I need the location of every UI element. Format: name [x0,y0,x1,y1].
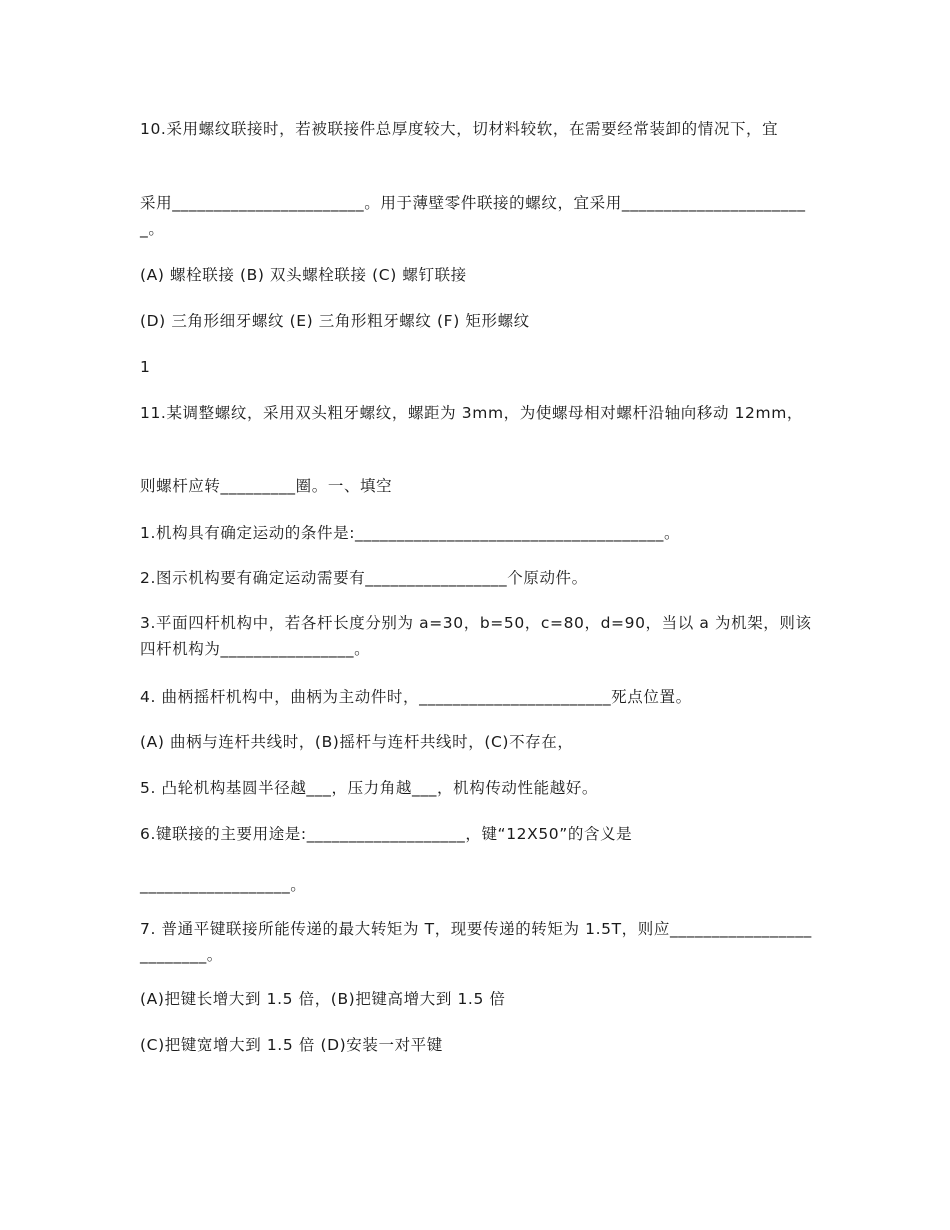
fill-question-3: 3.平面四杆机构中，若各杆长度分别为 a=30，b=50，c=80，d=90，当以 a 为机架，则该四杆机构为________________。 [140,614,812,658]
fill-question-7-options-cd: (C)把键宽增大到 1.5 倍 (D)安装一对平键 [140,1036,443,1054]
fill-question-6-blank: __________________。 [140,876,307,894]
question-10-options-abc: (A) 螺栓联接 (B) 双头螺栓联接 (C) 螺钉联接 [140,266,467,284]
question-10-options-def: (D) 三角形细牙螺纹 (E) 三角形粗牙螺纹 (F) 矩形螺纹 [140,312,530,330]
fill-question-4: 4. 曲柄摇杆机构中，曲柄为主动件时，_______________________死点位置。 [140,688,692,706]
fill-question-6: 6.键联接的主要用途是:___________________，键“12X50”的含义是 [140,825,633,843]
fill-question-5: 5. 凸轮机构基圆半径越___，压力角越___，机构传动性能越好。 [140,779,599,797]
question-11-stem: 11.某调整螺纹，采用双头粗牙螺纹，螺距为 3mm，为使螺母相对螺杆沿轴向移动 12mm， [140,404,803,422]
fill-question-7-options-ab: (A)把键长增大到 1.5 倍，(B)把键高增大到 1.5 倍 [140,990,506,1008]
question-10-blanks: 采用_______________________。用于薄壁零件联接的螺纹，宜采用_______________________。 [140,194,806,238]
question-10-stem: 10.采用螺纹联接时，若被联接件总厚度较大，切材料较软，在需要经常装卸的情况下，宜 [140,120,779,138]
fill-question-7: 7. 普通平键联接所能传递的最大转矩为 T，现要传递的转矩为 1.5T，则应_________________________。 [140,920,812,964]
fill-question-2: 2.图示机构要有确定运动需要有_________________个原动件。 [140,569,588,587]
fill-question-4-options: (A) 曲柄与连杆共线时，(B)摇杆与连杆共线时，(C)不存在， [140,733,574,751]
page-number: 1 [140,358,151,376]
question-11-blank: 则螺杆应转_________圈。一、填空 [140,477,393,495]
fill-question-1: 1.机构具有确定运动的条件是:_____________________________________。 [140,524,681,542]
